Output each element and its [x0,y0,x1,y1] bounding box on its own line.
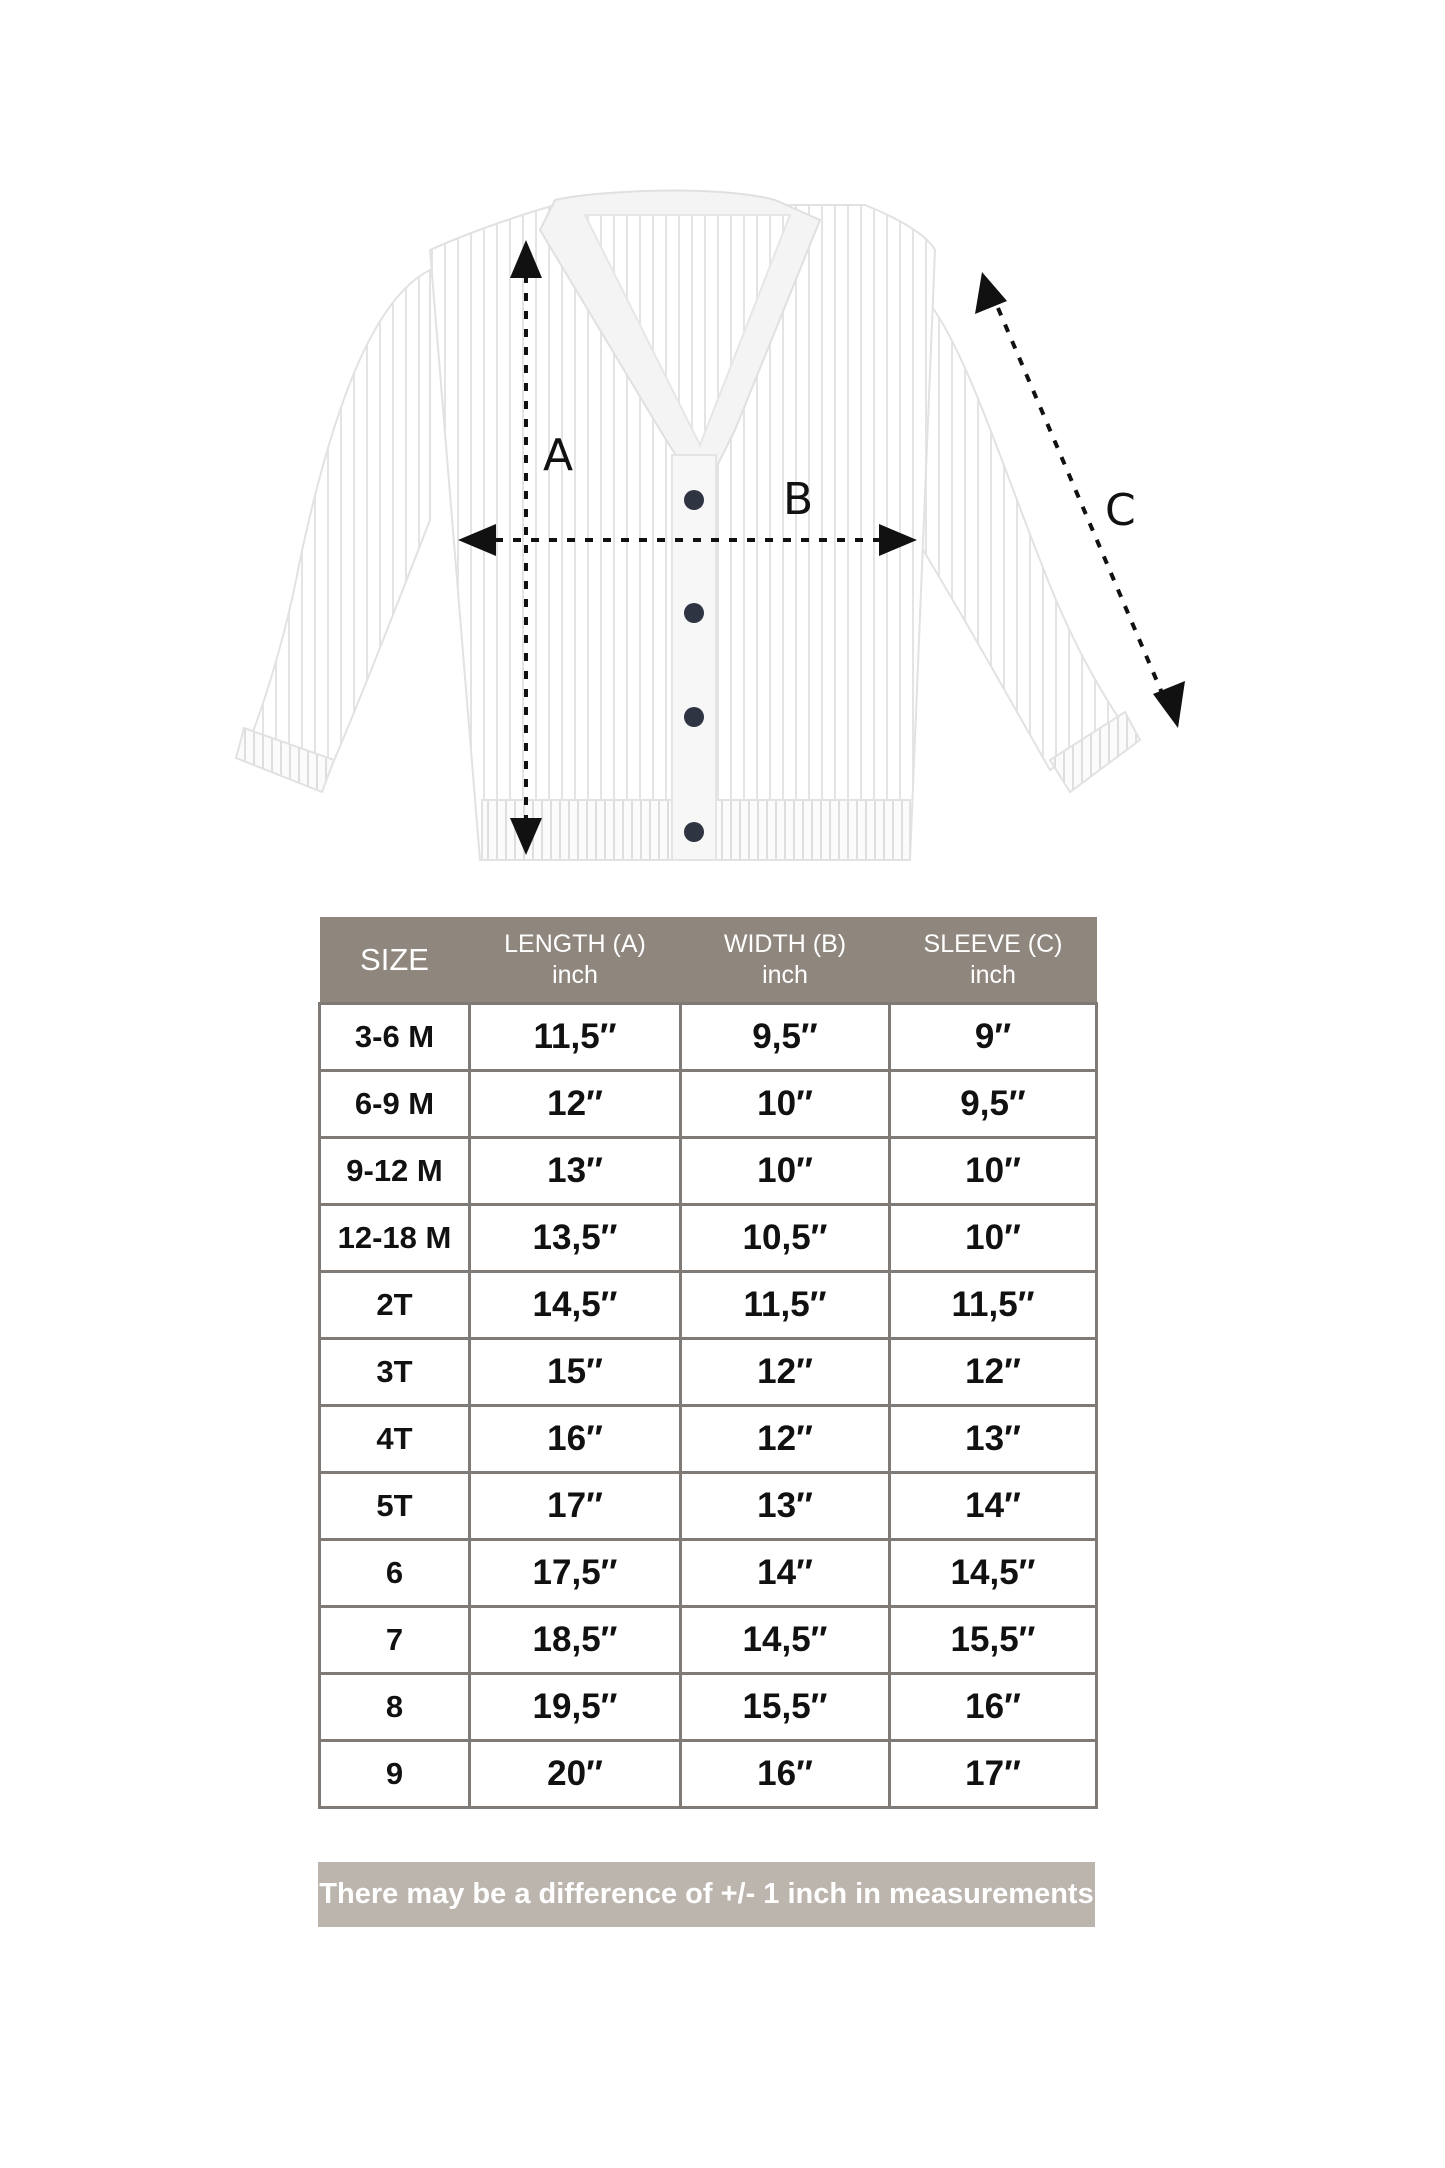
sleeve-cell: 10″ [890,1205,1097,1272]
size-cell: 2T [320,1272,470,1339]
table-row [320,1339,1097,1406]
length-cell: 12″ [470,1071,681,1138]
sleeve-cell: 9,5″ [890,1071,1097,1138]
sleeve-cell: 12″ [890,1339,1097,1406]
width-cell: 10,5″ [681,1205,890,1272]
header-size-title: SIZE [360,942,429,977]
header-size [320,917,470,1004]
length-cell: 19,5″ [470,1674,681,1741]
sleeve-cell: 15,5″ [890,1607,1097,1674]
size-cell: 7 [320,1607,470,1674]
header-width-title: WIDTH (B) [723,929,847,958]
header-length [470,917,681,1004]
size-cell: 9-12 M [320,1138,470,1205]
width-cell: 16″ [681,1741,890,1808]
sleeve-cell: 13″ [890,1406,1097,1473]
label-a: A [543,430,574,481]
size-cell: 8 [320,1674,470,1741]
sleeve-cell: 14,5″ [890,1540,1097,1607]
length-cell: 17,5″ [470,1540,681,1607]
width-cell: 10″ [681,1138,890,1205]
length-cell: 18,5″ [470,1607,681,1674]
header-sleeve-unit: inch [970,960,1016,989]
header-sleeve [890,917,1097,1004]
width-cell: 10″ [681,1071,890,1138]
header-width [681,917,890,1004]
width-cell: 14″ [681,1540,890,1607]
size-cell: 4T [320,1406,470,1473]
length-cell: 17″ [470,1473,681,1540]
width-cell: 13″ [681,1473,890,1540]
length-cell: 20″ [470,1741,681,1808]
table-row [320,1272,1097,1339]
sleeve-cell: 14″ [890,1473,1097,1540]
table-row [320,1004,1097,1071]
sweater-illustration [236,191,1140,860]
table-row [320,1473,1097,1540]
width-cell: 14,5″ [681,1607,890,1674]
table-row [320,1540,1097,1607]
header-width-unit: inch [762,960,808,989]
size-cell: 3-6 M [320,1004,470,1071]
size-chart-table [318,917,1098,1809]
sleeve-cell: 9″ [890,1004,1097,1071]
sleeve-cell: 17″ [890,1741,1097,1808]
measurement-disclaimer: There may be a difference of +/- 1 inch in measurements [318,1862,1095,1927]
length-cell: 11,5″ [470,1004,681,1071]
sleeve-cell: 16″ [890,1674,1097,1741]
header-sleeve-title: SLEEVE (C) [923,929,1063,958]
size-cell: 3T [320,1339,470,1406]
table-row [320,1138,1097,1205]
table-row [320,1741,1097,1808]
length-cell: 15″ [470,1339,681,1406]
size-cell: 5T [320,1473,470,1540]
width-cell: 12″ [681,1339,890,1406]
size-cell: 9 [320,1741,470,1808]
size-cell: 12-18 M [320,1205,470,1272]
sweater-measurement-diagram [0,0,1445,900]
width-cell: 9,5″ [681,1004,890,1071]
button-2 [684,603,704,623]
table-row [320,1406,1097,1473]
table-row [320,1205,1097,1272]
table-row [320,1607,1097,1674]
width-cell: 11,5″ [681,1272,890,1339]
label-b: B [783,474,814,525]
button-4 [684,822,704,842]
table-header-row [320,917,1097,1004]
sleeve-cell: 10″ [890,1138,1097,1205]
header-length-title: LENGTH (A) [504,929,646,958]
sleeve-cell: 11,5″ [890,1272,1097,1339]
header-length-unit: inch [552,960,598,989]
length-cell: 16″ [470,1406,681,1473]
size-cell: 6 [320,1540,470,1607]
width-cell: 12″ [681,1406,890,1473]
table-row [320,1071,1097,1138]
label-c: C [1105,485,1136,536]
width-cell: 15,5″ [681,1674,890,1741]
length-cell: 13″ [470,1138,681,1205]
length-cell: 14,5″ [470,1272,681,1339]
size-cell: 6-9 M [320,1071,470,1138]
length-cell: 13,5″ [470,1205,681,1272]
button-3 [684,707,704,727]
table-row [320,1674,1097,1741]
button-1 [684,490,704,510]
